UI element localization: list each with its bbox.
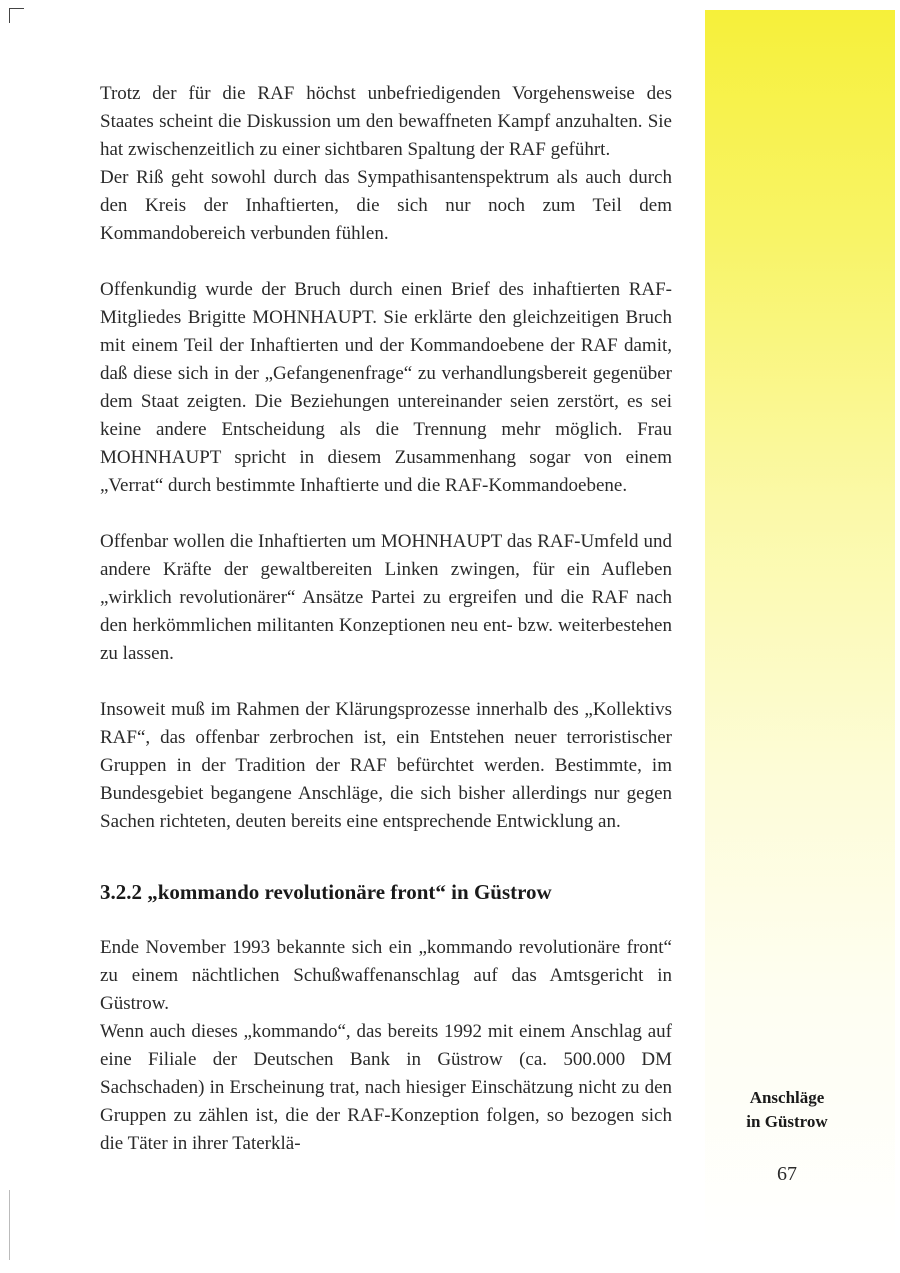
- section-paragraph-1: Ende November 1993 bekannte sich ein „kommando revolutionäre front“ zu einem nächtlichen Schußwaffenanschlag auf das Amtsgericht in Güstrow.: [100, 937, 672, 1014]
- paragraph-2: Der Riß geht sowohl durch das Sympathisantenspektrum als auch durch den Kreis der Inhaftierten, die sich nur noch zum Teil dem Kommandobereich verbunden fühlen.: [100, 167, 672, 244]
- section-heading: 3.2.2 „kommando revolutionäre front“ in Güstrow: [100, 880, 552, 904]
- scan-edge-line: [9, 1190, 10, 1260]
- section-gap: [100, 836, 672, 878]
- paragraph-gap: [100, 248, 672, 276]
- paragraph-5: Insoweit muß im Rahmen der Klärungsprozesse innerhalb des „Kollektivs RAF“, das offenbar zerbrochen ist, ein Entstehen neuer terroristischer Gruppen in der Tradition der RAF befürchtet werden. Bestimmte, im Bundesgebiet begangene Anschläge, die sich bisher allerdings nur gegen Sachen richteten, deuten bereits eine entsprechende Entwicklung an.: [100, 699, 672, 832]
- margin-note: [712, 1086, 862, 1134]
- paragraph-gap: [100, 500, 672, 528]
- page-number: 67: [777, 1163, 797, 1185]
- margin-note-line-1: Anschläge: [749, 1088, 825, 1107]
- paragraph-3: Offenkundig wurde der Bruch durch einen Brief des inhaftierten RAF-Mitgliedes Brigitte MOHNHAUPT. Sie erklärte den gleichzeitigen Bruch mit einem Teil der Inhaftierten und der Kommandoebene der RAF damit, daß diese sich in der „Gefangenenfrage“ zu verhandlungsbereit gegenüber dem Staat zeigten. Die Beziehungen untereinander seien zerstört, es sei keine andere Entscheidung als die Trennung mehr möglich. Frau MOHNHAUPT spricht in diesem Zusammenhang sogar von einem „Verrat“ durch bestimmte Inhaftierte und die RAF-Kommandoebene.: [100, 279, 672, 496]
- paragraph-4: Offenbar wollen die Inhaftierten um MOHNHAUPT das RAF-Umfeld und andere Kräfte der gewaltbereiten Linken zwingen, für ein Aufleben „wirklich revolutionärer“ Ansätze Partei zu ergreifen und die RAF nach den herkömmlichen militanten Konzeptionen neu ent- bzw. weiterbestehen zu lassen.: [100, 531, 672, 664]
- heading-gap: [100, 906, 672, 934]
- paragraph-gap: [100, 668, 672, 696]
- section-paragraph-2: Wenn auch dieses „kommando“, das bereits 1992 mit einem Anschlag auf eine Filiale der Deutschen Bank in Güstrow (ca. 500.000 DM Sachschaden) in Erscheinung trat, nach hiesiger Einschätzung nicht zu den Gruppen zu zählen ist, die der RAF-Konzeption folgen, so bezogen sich die Täter in ihrer Taterklä-: [100, 1021, 672, 1154]
- page-body: [100, 80, 672, 1158]
- scan-corner-mark: [9, 8, 24, 23]
- margin-highlight-band: [705, 10, 895, 1250]
- paragraph-1: Trotz der für die RAF höchst unbefriedigenden Vorgehensweise des Staates scheint die Diskussion um den bewaffneten Kampf anzuhalten. Sie hat zwischenzeitlich zu einer sichtbaren Spaltung der RAF geführt.: [100, 83, 672, 160]
- margin-note-line-2: in Güstrow: [746, 1112, 828, 1131]
